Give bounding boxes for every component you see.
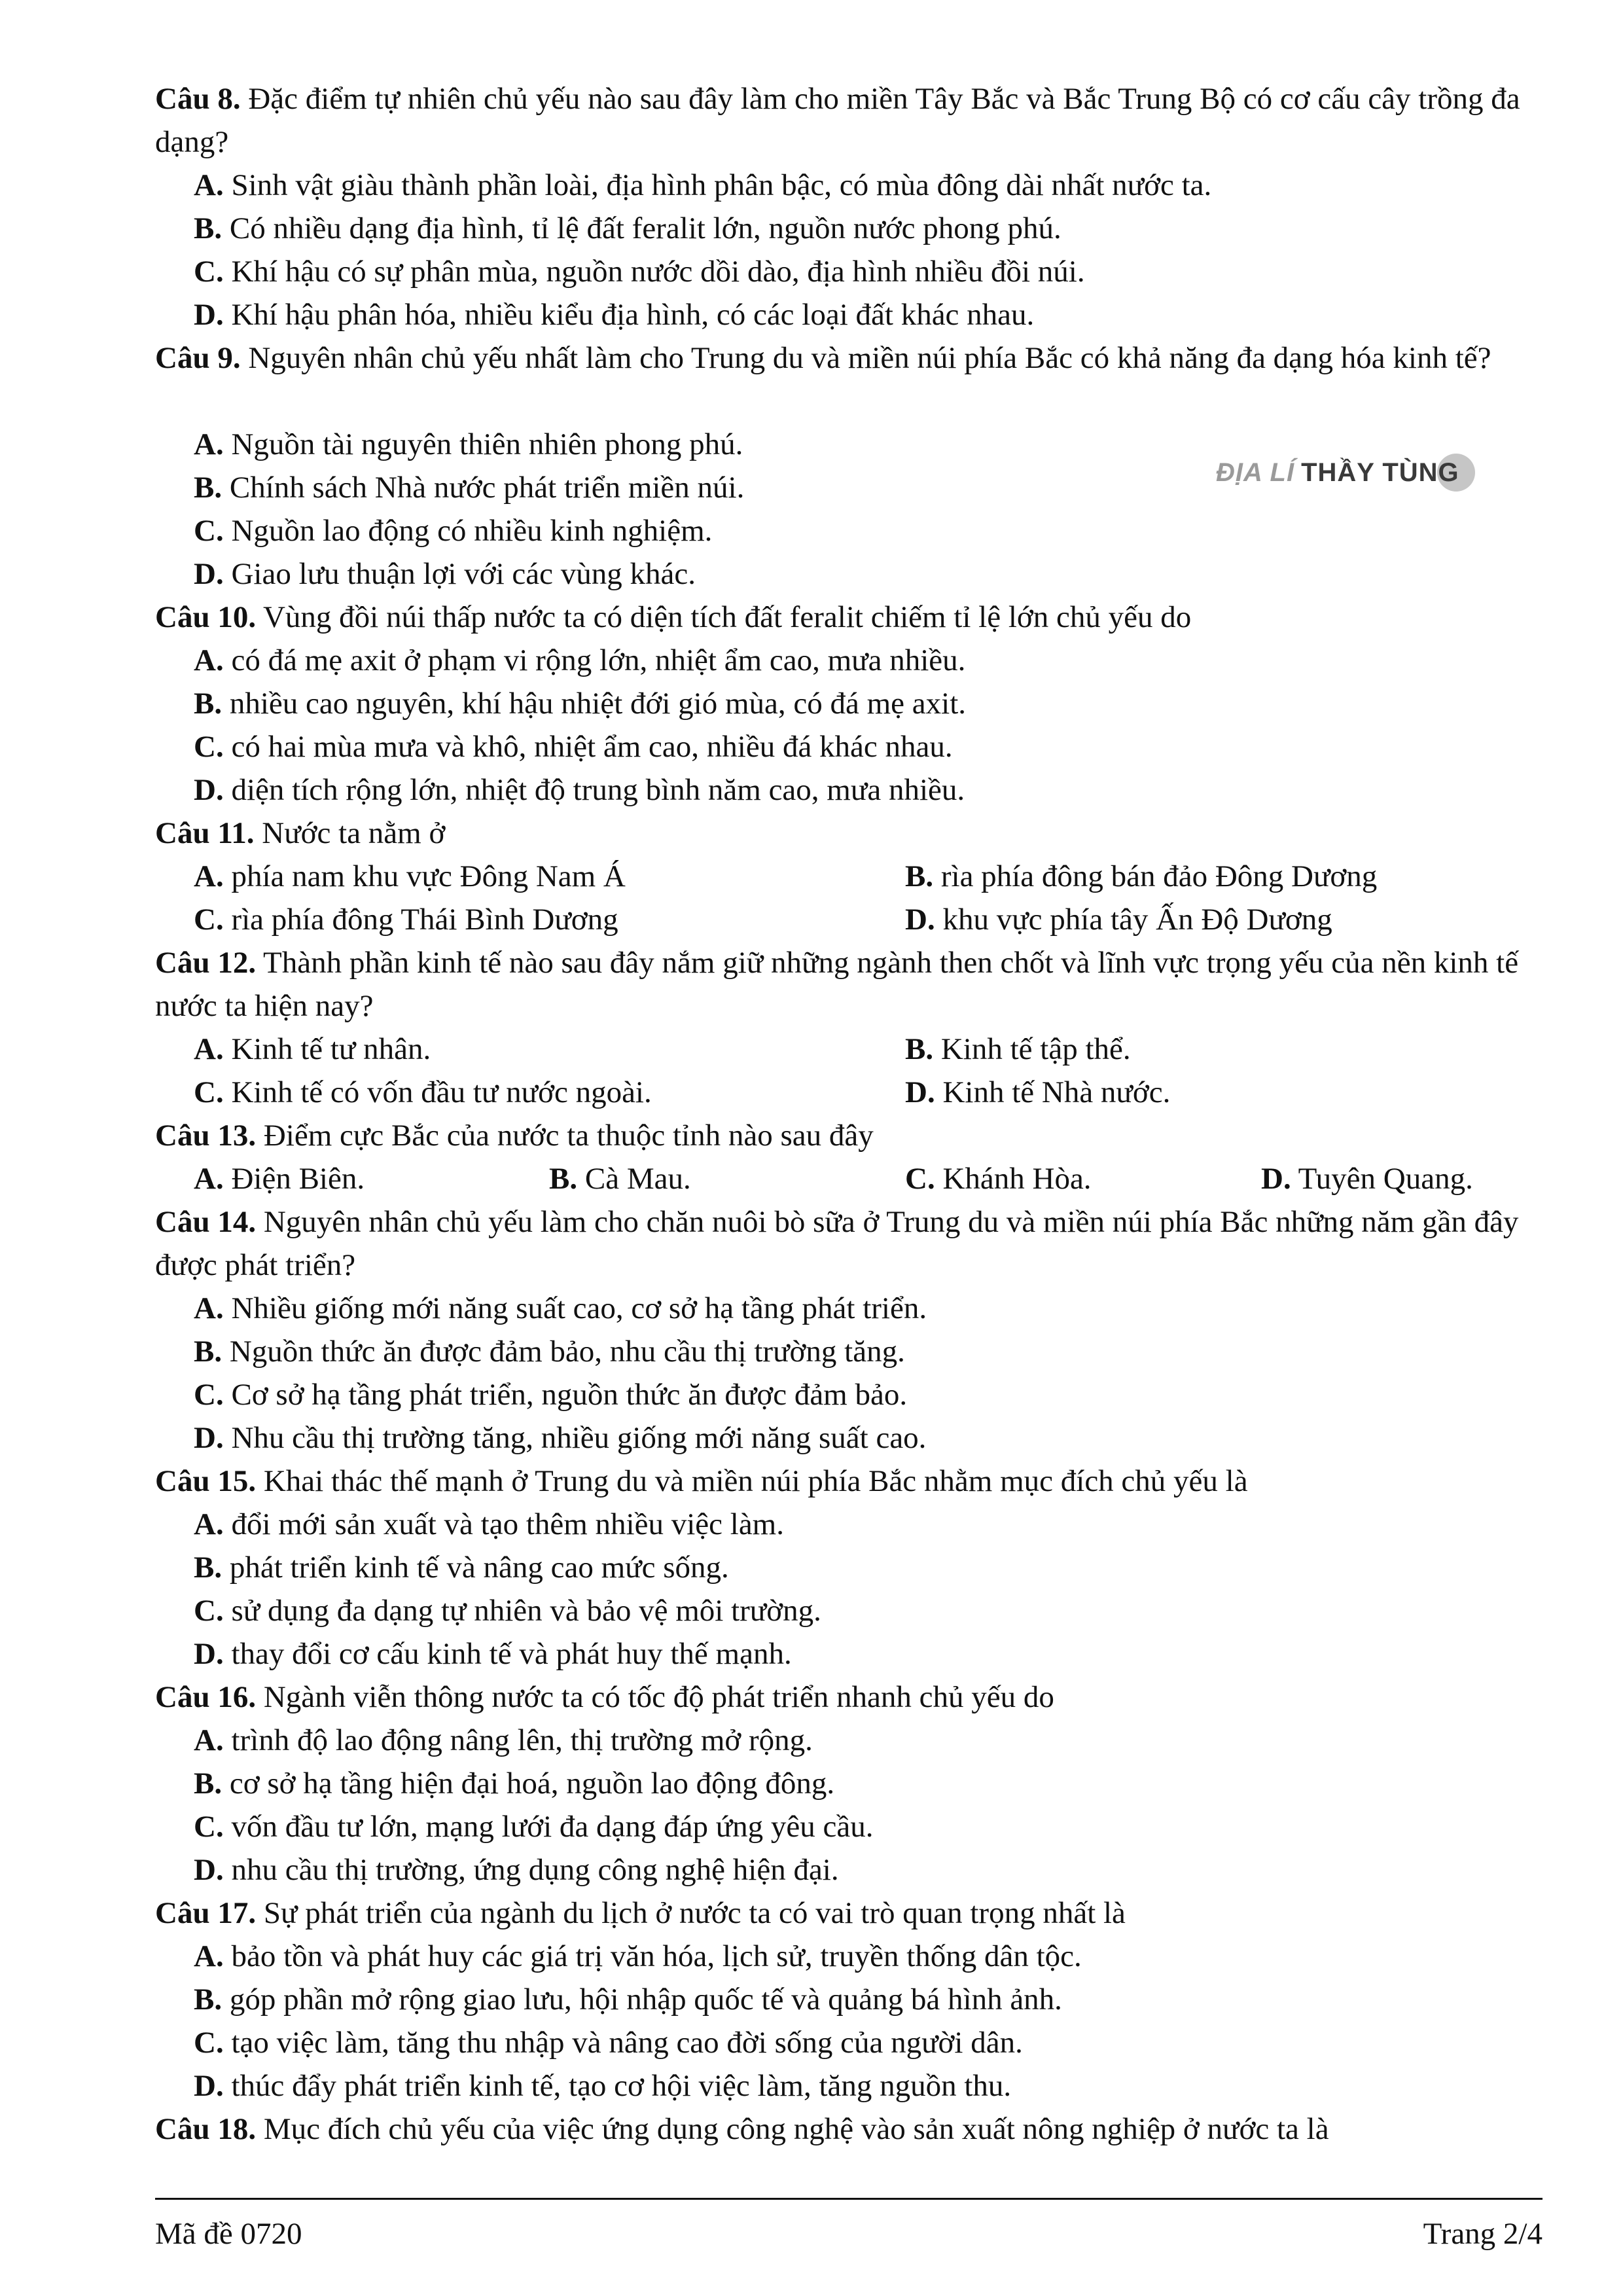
option-text: Cà Mau. [577, 1162, 691, 1196]
option-text: Chính sách Nhà nước phát triển miền núi. [222, 471, 745, 505]
option-text: khu vực phía tây Ấn Độ Dương [935, 903, 1332, 937]
option-text: tạo việc làm, tăng thu nhập và nâng cao đời sống của người dân. [223, 2026, 1023, 2060]
question-number: Câu 10. [155, 600, 257, 634]
question-text: Điểm cực Bắc của nước ta thuộc tỉnh nào sau đây [256, 1119, 874, 1153]
option-text: Giao lưu thuận lợi với các vùng khác. [223, 557, 696, 591]
question-text: Đặc điểm tự nhiên chủ yếu nào sau đây làm cho miền Tây Bắc và Bắc Trung Bộ có cơ cấu cây trồng đa dạng? [155, 82, 1520, 159]
option-8c [194, 250, 1085, 293]
question-number: Câu 16. [155, 1680, 257, 1714]
option-16d [194, 1848, 839, 1892]
option-text: Kinh tế tập thể. [933, 1032, 1131, 1066]
question-9 [155, 336, 1543, 380]
option-12a [194, 1028, 431, 1071]
option-text: phía nam khu vực Đông Nam Á [223, 859, 626, 893]
option-13a [194, 1157, 365, 1200]
option-text: Kinh tế Nhà nước. [935, 1075, 1171, 1109]
question-text: Mục đích chủ yếu của việc ứng dụng công nghệ vào sản xuất nông nghiệp ở nước ta là [256, 2112, 1329, 2146]
option-text: thay đổi cơ cấu kinh tế và phát huy thế mạnh. [223, 1637, 792, 1671]
option-text: Kinh tế có vốn đầu tư nước ngoài. [223, 1075, 652, 1109]
option-9b [194, 466, 744, 509]
option-letter: D. [1261, 1162, 1291, 1196]
option-17d [194, 2064, 1011, 2108]
option-9c [194, 509, 712, 552]
option-text: rìa phía đông Thái Bình Dương [223, 903, 618, 937]
option-16b [194, 1762, 834, 1805]
option-letter: C. [194, 1378, 224, 1412]
option-letter: B. [194, 1767, 223, 1801]
option-letter: D. [905, 1075, 935, 1109]
option-14c [194, 1373, 907, 1416]
question-text: Khai thác thế mạnh ở Trung du và miền núi phía Bắc nhằm mục đích chủ yếu là [256, 1464, 1248, 1498]
question-text: Nguyên nhân chủ yếu làm cho chăn nuôi bò sữa ở Trung du và miền núi phía Bắc những năm gần đây được phát triển? [155, 1205, 1519, 1282]
option-letter: D. [194, 298, 224, 332]
option-15d [194, 1632, 792, 1676]
option-9d [194, 552, 696, 596]
option-letter: B. [194, 1982, 223, 2017]
option-text: nhiều cao nguyên, khí hậu nhiệt đới gió mùa, có đá mẹ axit. [222, 687, 967, 721]
option-letter: D. [905, 903, 935, 937]
option-text: Sinh vật giàu thành phần loài, địa hình phân bậc, có mùa đông dài nhất nước ta. [223, 168, 1212, 202]
option-14b [194, 1330, 905, 1373]
option-text: Nhu cầu thị trường tăng, nhiều giống mới năng suất cao. [223, 1421, 927, 1455]
option-text: góp phần mở rộng giao lưu, hội nhập quốc tế và quảng bá hình ảnh. [222, 1982, 1062, 2017]
option-text: vốn đầu tư lớn, mạng lưới đa dạng đáp ứng yêu cầu. [223, 1810, 874, 1844]
option-letter: A. [194, 1291, 224, 1325]
option-letter: A. [194, 427, 224, 461]
option-text: Điện Biên. [223, 1162, 365, 1196]
option-letter: A. [194, 168, 224, 202]
question-number: Câu 12. [155, 946, 257, 980]
option-10b [194, 682, 966, 725]
option-text: thúc đẩy phát triển kinh tế, tạo cơ hội việc làm, tăng nguồn thu. [223, 2069, 1012, 2103]
question-text: Thành phần kinh tế nào sau đây nắm giữ những ngành then chốt và lĩnh vực trọng yếu của nền kinh tế nước ta hiện nay? [155, 946, 1519, 1023]
option-letter: C. [194, 903, 224, 937]
question-8 [155, 77, 1543, 164]
option-10d [194, 768, 965, 812]
question-number: Câu 8. [155, 82, 241, 116]
option-text: Tuyên Quang. [1291, 1162, 1473, 1196]
question-15 [155, 1460, 1543, 1503]
option-text: Khánh Hòa. [935, 1162, 1092, 1196]
option-letter: D. [194, 2069, 224, 2103]
option-letter: C. [194, 1075, 224, 1109]
option-letter: B. [549, 1162, 578, 1196]
question-text: Nước ta nằm ở [254, 816, 446, 850]
option-14d [194, 1416, 926, 1460]
option-text: Cơ sở hạ tầng phát triển, nguồn thức ăn được đảm bảo. [223, 1378, 908, 1412]
option-text: trình độ lao động nâng lên, thị trường mở rộng. [223, 1723, 813, 1757]
option-17b [194, 1978, 1062, 2021]
question-16 [155, 1676, 1543, 1719]
option-letter: A. [194, 1507, 224, 1541]
option-12b [905, 1028, 1131, 1071]
option-text: Kinh tế tư nhân. [223, 1032, 431, 1066]
question-number: Câu 17. [155, 1896, 257, 1930]
option-11c [194, 898, 618, 941]
option-text: đổi mới sản xuất và tạo thêm nhiều việc làm. [223, 1507, 784, 1541]
question-18 [155, 2108, 1543, 2151]
footer-divider [155, 2198, 1543, 2200]
question-number: Câu 15. [155, 1464, 257, 1498]
option-text: Nguồn thức ăn được đảm bảo, nhu cầu thị trường tăng. [222, 1335, 905, 1369]
option-12c [194, 1071, 652, 1114]
option-letter: D. [194, 773, 224, 807]
option-text: diện tích rộng lớn, nhiệt độ trung bình năm cao, mưa nhiều. [223, 773, 965, 807]
option-text: có hai mùa mưa và khô, nhiệt ẩm cao, nhiều đá khác nhau. [223, 730, 953, 764]
option-17c [194, 2021, 1023, 2064]
option-9a [194, 423, 743, 466]
option-letter: C. [194, 255, 224, 289]
option-11a [194, 855, 626, 898]
option-10c [194, 725, 953, 768]
question-number: Câu 13. [155, 1119, 257, 1153]
option-11b [905, 855, 1377, 898]
option-16a [194, 1719, 813, 1762]
option-text: phát triển kinh tế và nâng cao mức sống. [222, 1551, 729, 1585]
option-15c [194, 1589, 821, 1632]
option-letter: B. [905, 859, 934, 893]
option-letter: A. [194, 1162, 224, 1196]
question-text: Ngành viễn thông nước ta có tốc độ phát triển nhanh chủ yếu do [256, 1680, 1054, 1714]
watermark-part-2: THẦY TÙNG [1301, 457, 1459, 487]
option-letter: B. [194, 1551, 223, 1585]
option-letter: A. [194, 1032, 224, 1066]
option-letter: C. [194, 1810, 224, 1844]
option-13c [905, 1157, 1092, 1200]
question-text: Nguyên nhân chủ yếu nhất làm cho Trung du và miền núi phía Bắc có khả năng đa dạng hóa kinh tế? [240, 341, 1491, 375]
question-number: Câu 9. [155, 341, 241, 375]
option-13b [549, 1157, 691, 1200]
option-text: Nguồn lao động có nhiều kinh nghiệm. [223, 514, 713, 548]
option-text: cơ sở hạ tầng hiện đại hoá, nguồn lao động đông. [222, 1767, 835, 1801]
question-number: Câu 18. [155, 2112, 257, 2146]
option-text: Khí hậu phân hóa, nhiều kiểu địa hình, có các loại đất khác nhau. [223, 298, 1035, 332]
question-11 [155, 812, 1543, 855]
option-letter: A. [194, 859, 224, 893]
option-text: rìa phía đông bán đảo Đông Dương [933, 859, 1378, 893]
option-text: Nguồn tài nguyên thiên nhiên phong phú. [223, 427, 743, 461]
option-letter: A. [194, 1723, 224, 1757]
question-text: Vùng đồi núi thấp nước ta có diện tích đất feralit chiếm tỉ lệ lớn chủ yếu do [256, 600, 1192, 634]
option-14a [194, 1287, 927, 1330]
option-letter: B. [194, 471, 223, 505]
option-letter: B. [194, 211, 223, 245]
option-8a [194, 164, 1211, 207]
question-number: Câu 14. [155, 1205, 257, 1239]
option-text: nhu cầu thị trường, ứng dụng công nghệ hiện đại. [223, 1853, 839, 1887]
option-text: Khí hậu có sự phân mùa, nguồn nước dồi dào, địa hình nhiều đồi núi. [223, 255, 1085, 289]
watermark-part-1: ĐỊA LÍ [1216, 457, 1295, 487]
question-12 [155, 941, 1543, 1028]
option-17a [194, 1935, 1082, 1978]
option-letter: D. [194, 1421, 224, 1455]
option-letter: C. [194, 2026, 224, 2060]
option-8b [194, 207, 1061, 250]
option-text: sử dụng đa dạng tự nhiên và bảo vệ môi trường. [223, 1594, 821, 1628]
question-14 [155, 1200, 1543, 1287]
option-11d [905, 898, 1332, 941]
question-text: Sự phát triển của ngành du lịch ở nước ta có vai trò quan trọng nhất là [256, 1896, 1126, 1930]
option-8d [194, 293, 1034, 336]
watermark-logo [1216, 454, 1475, 492]
question-13 [155, 1114, 1543, 1157]
option-letter: A. [194, 643, 224, 677]
option-letter: C. [194, 730, 224, 764]
option-letter: D. [194, 557, 224, 591]
option-letter: B. [194, 687, 223, 721]
option-text: Nhiều giống mới năng suất cao, cơ sở hạ tầng phát triển. [223, 1291, 927, 1325]
question-17 [155, 1892, 1543, 1935]
option-letter: D. [194, 1637, 224, 1671]
option-letter: C. [194, 1594, 224, 1628]
option-letter: B. [905, 1032, 934, 1066]
option-12d [905, 1071, 1170, 1114]
option-13d [1261, 1157, 1473, 1200]
option-letter: C. [194, 514, 224, 548]
page-number: Trang 2/4 [1423, 2217, 1543, 2251]
option-text: Có nhiều dạng địa hình, tỉ lệ đất feralit lớn, nguồn nước phong phú. [222, 211, 1061, 245]
question-10 [155, 596, 1543, 639]
option-text: bảo tồn và phát huy các giá trị văn hóa, lịch sử, truyền thống dân tộc. [223, 1939, 1082, 1973]
option-letter: B. [194, 1335, 223, 1369]
option-15a [194, 1503, 784, 1546]
option-text: có đá mẹ axit ở phạm vi rộng lớn, nhiệt ẩm cao, mưa nhiều. [223, 643, 966, 677]
option-10a [194, 639, 965, 682]
option-letter: C. [905, 1162, 935, 1196]
option-letter: D. [194, 1853, 224, 1887]
question-number: Câu 11. [155, 816, 255, 850]
option-15b [194, 1546, 729, 1589]
option-letter: A. [194, 1939, 224, 1973]
exam-code: Mã đề 0720 [155, 2217, 302, 2251]
option-16c [194, 1805, 874, 1848]
